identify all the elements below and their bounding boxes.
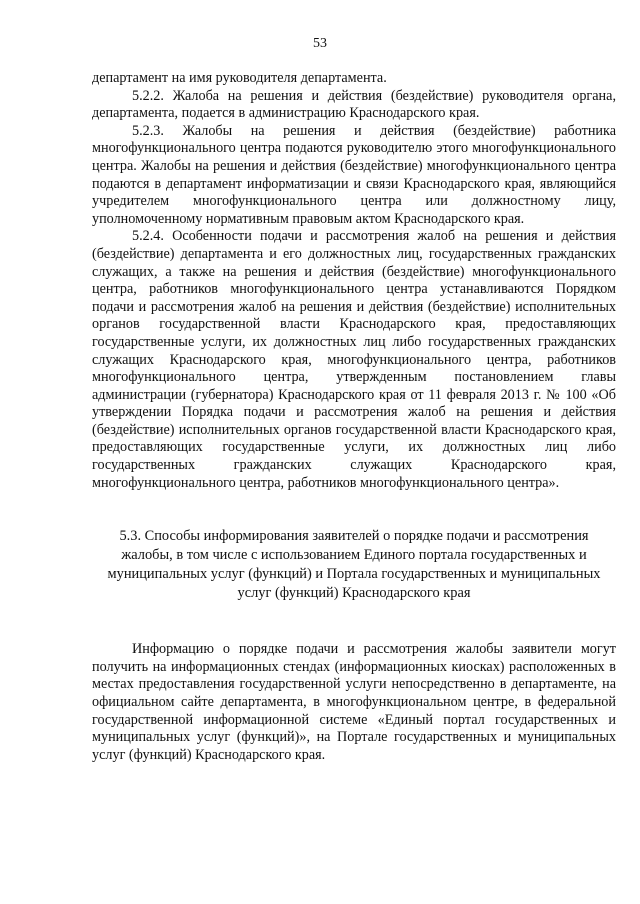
paragraph-5-2-4: 5.2.4. Особенности подачи и рассмотрения жалоб на решения и действия (бездействие) департамента и его должностных лиц, государственных гражданских служащих, а также на решения и действия (бездействие) многофункционального центра, работников многофункционального центра устанавливаются Порядком подачи и рассмотрения жалоб на решения и действия (бездействие) исполнительных органов государственной власти Краснодарского края, предоставляющих государственные услуги, их должностных лиц либо государственных гражданских служащих Краснодарского края, многофункционального центра, работников многофункционального центра, утвержденным постановлением главы администрации (губернатора) Краснодарского края от 11 февраля 2013 г. № 100 «Об утверждении Порядка подачи и рассмотрения жалоб на решения и действия (бездействие) исполнительных органов государственной власти Краснодарского края, предоставляющих государственные услуги, их должностных лиц либо государственных гражданских служащих Краснодарского края, многофункционального центра, работников многофункционального центра». [92, 228, 616, 491]
document-body [92, 70, 616, 764]
paragraph-5-2-3: 5.2.3. Жалобы на решения и действия (бездействие) работника многофункционального центра подаются руководителю этого многофункционального центра. Жалобы на решения и действия (бездействие) многофункционального центра подаются в департамент информатизации и связи Краснодарского края, являющийся учредителем многофункционального центра или должностному лицу, уполномоченному нормативным правовым актом Краснодарского края. [92, 122, 616, 227]
paragraph-continuation: департамент на имя руководителя департамента. [92, 70, 387, 86]
paragraph-information-methods: Информацию о порядке подачи и рассмотрения жалобы заявители могут получить на информационных стендах (информационных киосках) расположенных в местах предоставления государственной услуги непосредственно в департаменте, на официальном сайте департамента, в многофункциональном центре, в федеральной государственной информационной системе «Единый портал государственных и муниципальных услуг (функций)», на Портале государственных и муниципальных услуг (функций) Краснодарского края. [92, 641, 616, 763]
section-spacing [92, 603, 616, 641]
section-heading-5-3: 5.3. Способы информирования заявителей о порядке подачи и рассмотрения жалобы, в том числе с использованием Единого портала государственных и муниципальных услуг (функций) и Портала государственных и муниципальных услуг (функций) Краснодарского края [107, 528, 601, 602]
paragraph-5-2-2: 5.2.2. Жалоба на решения и действия (бездействие) руководителя органа, департамента, подается в администрацию Краснодарского края. [92, 87, 616, 122]
page-number: 53 [313, 36, 327, 51]
